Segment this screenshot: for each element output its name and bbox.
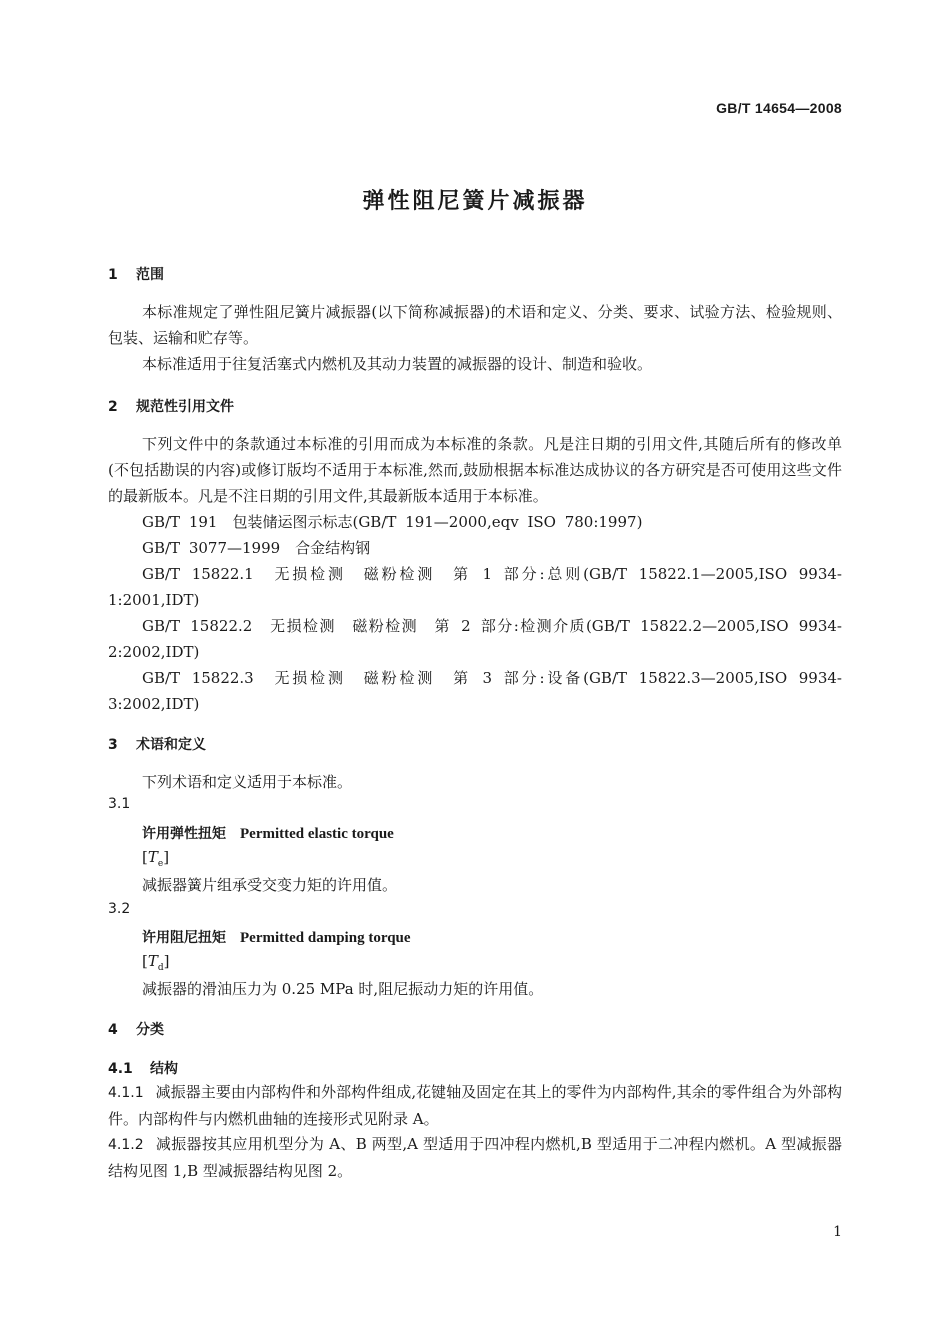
- symbol-subscript: e: [157, 859, 164, 869]
- section-number: 1: [108, 267, 118, 283]
- clause-4-1-2: [108, 1131, 842, 1184]
- page-number: 1: [833, 1224, 842, 1240]
- term-symbol: $[T_e]$: [142, 848, 170, 869]
- term-definition: 减振器簧片组承受交变力矩的许用值。: [142, 876, 398, 894]
- section-2-intro: 下列文件中的条款通过本标准的引用而成为本标准的条款。凡是注日期的引用文件,其随后所有的修改单(不包括勘误的内容)或修订版均不适用于本标准,然而,鼓励根据本标准达成协议的各方研究是否可使用这些文件的最新版本。凡是不注日期的引用文件,其最新版本适用于本标准。: [108, 435, 842, 505]
- standard-number: GB/T 14654—2008: [716, 100, 842, 116]
- section-1-paragraph-1: 本标准规定了弹性阻尼簧片减振器(以下简称减振器)的术语和定义、分类、要求、试验方法、检验规则、包装、运输和贮存等。: [108, 303, 842, 347]
- symbol-letter: T: [147, 952, 158, 970]
- term-symbol: $[T_d]$: [142, 952, 170, 973]
- section-3-intro: 下列术语和定义适用于本标准。: [142, 773, 353, 791]
- reference-item: GB/T 15822.2 无损检测 磁粉检测 第 2 部分:检测介质(GB/T 15822.2—2005,ISO 9934-2:2002,IDT): [108, 617, 842, 661]
- section-2-heading: [108, 396, 234, 416]
- term-cn: 许用弹性扭矩: [142, 826, 226, 842]
- subsection-number: 4.1: [108, 1061, 133, 1077]
- clause-4-1-1: [108, 1079, 842, 1132]
- term-title: [142, 823, 394, 843]
- term-number: 3.2: [108, 901, 131, 917]
- section-title: 术语和定义: [136, 737, 206, 753]
- subsection-title: 结构: [150, 1061, 178, 1077]
- section-title: 规范性引用文件: [136, 399, 234, 415]
- term-number: 3.1: [108, 796, 131, 812]
- section-4-heading: [108, 1019, 164, 1039]
- reference-item: GB/T 15822.1 无损检测 磁粉检测 第 1 部分:总则(GB/T 15822.1—2005,ISO 9934-1:2001,IDT): [108, 565, 842, 609]
- reference-item: GB/T 15822.3 无损检测 磁粉检测 第 3 部分:设备(GB/T 15822.3—2005,ISO 9934-3:2002,IDT): [108, 669, 842, 713]
- term-definition: 减振器的滑油压力为 0.25 MPa 时,阻尼振动力矩的许用值。: [142, 980, 544, 998]
- term-en: Permitted damping torque: [240, 930, 411, 946]
- section-3-heading: [108, 734, 206, 754]
- symbol-subscript: d: [157, 963, 164, 973]
- section-1-paragraph-2: 本标准适用于往复活塞式内燃机及其动力装置的减振器的设计、制造和验收。: [142, 355, 653, 373]
- reference-item: GB/T 3077—1999 合金结构钢: [142, 539, 371, 557]
- clause-text: 减振器按其应用机型分为 A、B 两型,A 型适用于四冲程内燃机,B 型适用于二冲程内燃机。A 型减振器结构见图 1,B 型减振器结构见图 2。: [108, 1135, 842, 1180]
- section-1-heading: [108, 264, 164, 284]
- section-title: 范围: [136, 267, 164, 283]
- term-title: [142, 927, 411, 947]
- document-title: 弹性阻尼簧片减振器: [362, 188, 588, 214]
- term-cn: 许用阻尼扭矩: [142, 930, 226, 946]
- section-number: 3: [108, 737, 118, 753]
- clause-text: 减振器主要由内部构件和外部构件组成,花键轴及固定在其上的零件为内部构件,其余的零件组合为外部构件。内部构件与内燃机曲轴的连接形式见附录 A。: [108, 1083, 842, 1128]
- term-en: Permitted elastic torque: [240, 826, 394, 842]
- section-number: 4: [108, 1022, 118, 1038]
- subsection-4-1-heading: [108, 1058, 178, 1078]
- clause-number: 4.1.1: [108, 1085, 144, 1101]
- section-title: 分类: [136, 1022, 164, 1038]
- reference-item: GB/T 191 包装储运图示标志(GB/T 191—2000,eqv ISO 780:1997): [142, 513, 643, 531]
- clause-number: 4.1.2: [108, 1137, 144, 1153]
- symbol-letter: T: [147, 848, 158, 866]
- section-number: 2: [108, 399, 118, 415]
